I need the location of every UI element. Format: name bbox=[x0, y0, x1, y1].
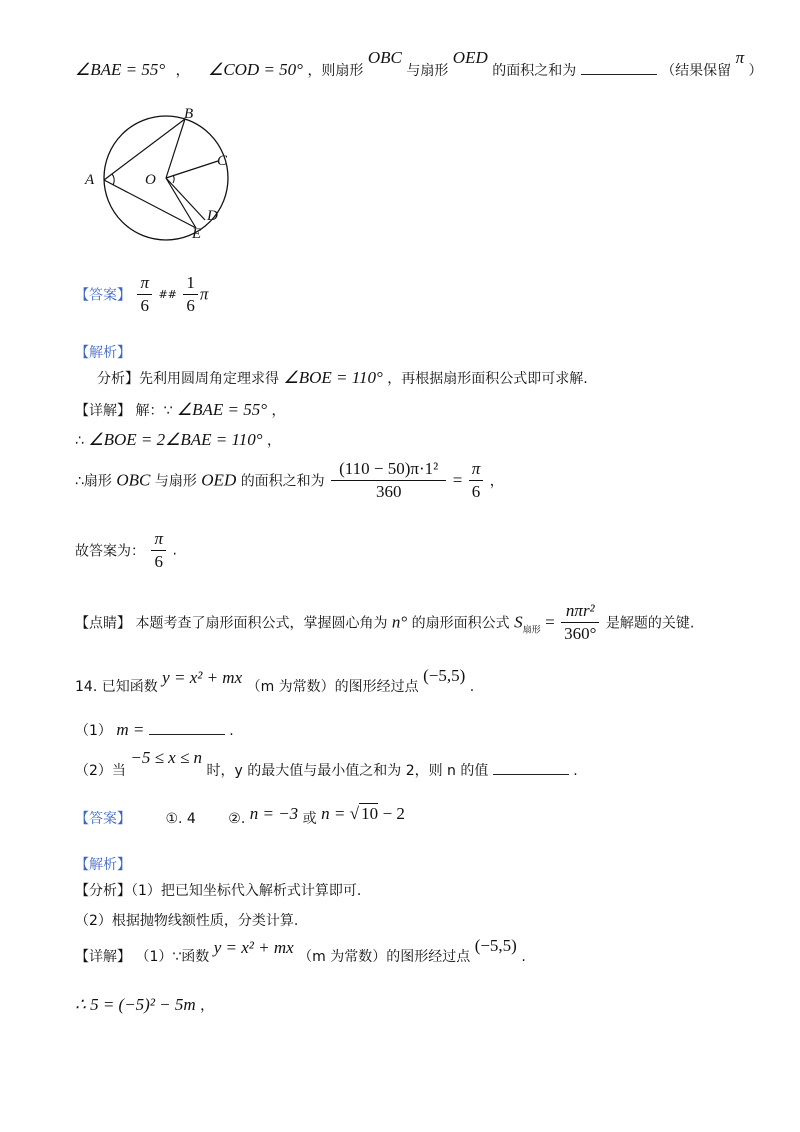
label-c: C bbox=[217, 153, 228, 169]
problem-13-stem: ∠BAE = 55° ， ∠COD = 50° ，则扇形 OBC 与扇形 OED 的面积之和为 （结果保留 π ） bbox=[75, 48, 763, 79]
function-expr: y = x² + mx bbox=[162, 668, 243, 687]
fenxi-prefix: 分析】先利用圆周角定理求得 bbox=[97, 371, 279, 387]
fenxi-14-1: 【分析】（1）把已知坐标代入解析式计算即可. bbox=[75, 883, 362, 899]
part2-blank bbox=[493, 760, 569, 775]
radius-ob bbox=[166, 119, 185, 178]
detail-13: 【详解】 解：∵ ∠BAE = 55° ， bbox=[75, 400, 286, 419]
stem-text-5: ） bbox=[748, 63, 763, 79]
answer-separator: ## bbox=[158, 288, 177, 301]
analysis-14: 【解析】 bbox=[75, 857, 131, 873]
angle-a-arc bbox=[112, 174, 114, 185]
step3-result: $\frac{\pi}{6}$ bbox=[469, 458, 484, 503]
answer-14: 【答案】 ①. 4 ②. n = −3 或 n = √ 10 − 2 bbox=[75, 804, 405, 827]
label-b: B bbox=[184, 108, 194, 122]
analysis-13 bbox=[75, 342, 131, 362]
dianjing-13: 【点睛】 本题考查了扇形面积公式，掌握圆心角为 n° 的扇形面积公式 $S_{扇形}$ = $\frac{\text{nπr²}}{360^\circ}$ 是解题的关键. bbox=[75, 601, 695, 643]
answer-13 bbox=[75, 272, 208, 317]
step3-13: ∴扇形 OBC 与扇形 OED 的面积之和为 $\frac{\text{(110 − 50)π·1²}}{360}$ = $\frac{\pi}{6}$ ， bbox=[75, 459, 504, 501]
detail-eq: ∠BAE = 55° bbox=[176, 400, 267, 419]
chord-ab bbox=[104, 119, 185, 180]
label-o: O bbox=[145, 172, 156, 188]
sector-oed: OED bbox=[452, 48, 488, 67]
final-fraction: $\frac{\pi}{6}$ bbox=[151, 528, 166, 573]
answer-blank bbox=[581, 60, 657, 75]
angle-cod-eq: ∠COD = 50° bbox=[208, 60, 303, 79]
label-e: E bbox=[192, 226, 202, 242]
problem-14-part2: （2）当 −5 ≤ x ≤ n 时，y 的最大值与最小值之和为 2，则 n 的值 . bbox=[75, 748, 578, 779]
dianjing-tag: 【点睛】 bbox=[75, 615, 131, 632]
answer-frac-a: $\frac{\pi}{6}$ bbox=[137, 272, 152, 317]
fenxi-suffix: ，再根据扇形面积公式即可求解. bbox=[387, 371, 588, 387]
detail-14-eq: ∴ 5 = (−5)² − 5m ， bbox=[75, 995, 215, 1014]
stem-text-4: （结果保留 bbox=[661, 63, 732, 79]
answer-tag-14: 【答案】 bbox=[75, 811, 131, 827]
range-expr: −5 ≤ x ≤ n bbox=[130, 748, 203, 767]
sector-area-formula: $\frac{\text{nπr²}}{360^\circ}$ bbox=[561, 600, 599, 645]
answer-tag: 【答案】 bbox=[75, 287, 131, 304]
pi-symbol: π bbox=[735, 48, 745, 67]
fenxi-14-2: （2）根据抛物线额性质，分类计算. bbox=[75, 913, 299, 929]
point: (−5,5) bbox=[423, 666, 466, 685]
part1-blank bbox=[149, 720, 225, 735]
problem-14-stem: 14. 已知函数 y = x² + mx （m 为常数）的图形经过点 (−5,5) . bbox=[75, 666, 475, 695]
analysis-tag: 【解析】 bbox=[75, 345, 131, 361]
stem-text-3: 的面积之和为 bbox=[492, 63, 577, 79]
fenxi-13 bbox=[97, 368, 588, 388]
problem-14-part1: （1） m = . bbox=[75, 720, 234, 739]
angle-bae-eq: ∠BAE = 55° bbox=[75, 60, 166, 79]
answer-frac-b: $\frac{1}{6}$ bbox=[183, 272, 198, 317]
radius-od bbox=[166, 178, 205, 220]
detail-text: 解：∵ bbox=[135, 403, 173, 419]
detail-14: 【详解】 （1）∵函数 y = x² + mx （m 为常数）的图形经过点 (−5,5) . bbox=[75, 936, 526, 965]
step3-fraction: $\frac{\text{(110 − 50)π·1²}}{360}$ bbox=[331, 458, 446, 503]
detail-tag: 【详解】 bbox=[75, 403, 131, 419]
stem-text-2: 与扇形 bbox=[406, 63, 449, 79]
label-a: A bbox=[85, 172, 95, 188]
step2-eq: ∠BOE = 2∠BAE = 110° bbox=[88, 430, 263, 449]
answer-b-pi: π bbox=[199, 284, 209, 304]
angle-o-arc bbox=[173, 175, 174, 183]
final-13: 故答案为： $\frac{\pi}{6}$ . bbox=[75, 529, 177, 571]
fenxi-eq: ∠BOE = 110° bbox=[283, 368, 383, 387]
step2-13: ∴ ∠BOE = 2∠BAE = 110° ， bbox=[75, 430, 281, 449]
sector-obc: OBC bbox=[367, 48, 402, 67]
stem-text-1: ，则扇形 bbox=[307, 63, 364, 79]
label-d: D bbox=[207, 208, 218, 224]
circle-figure bbox=[80, 108, 240, 243]
